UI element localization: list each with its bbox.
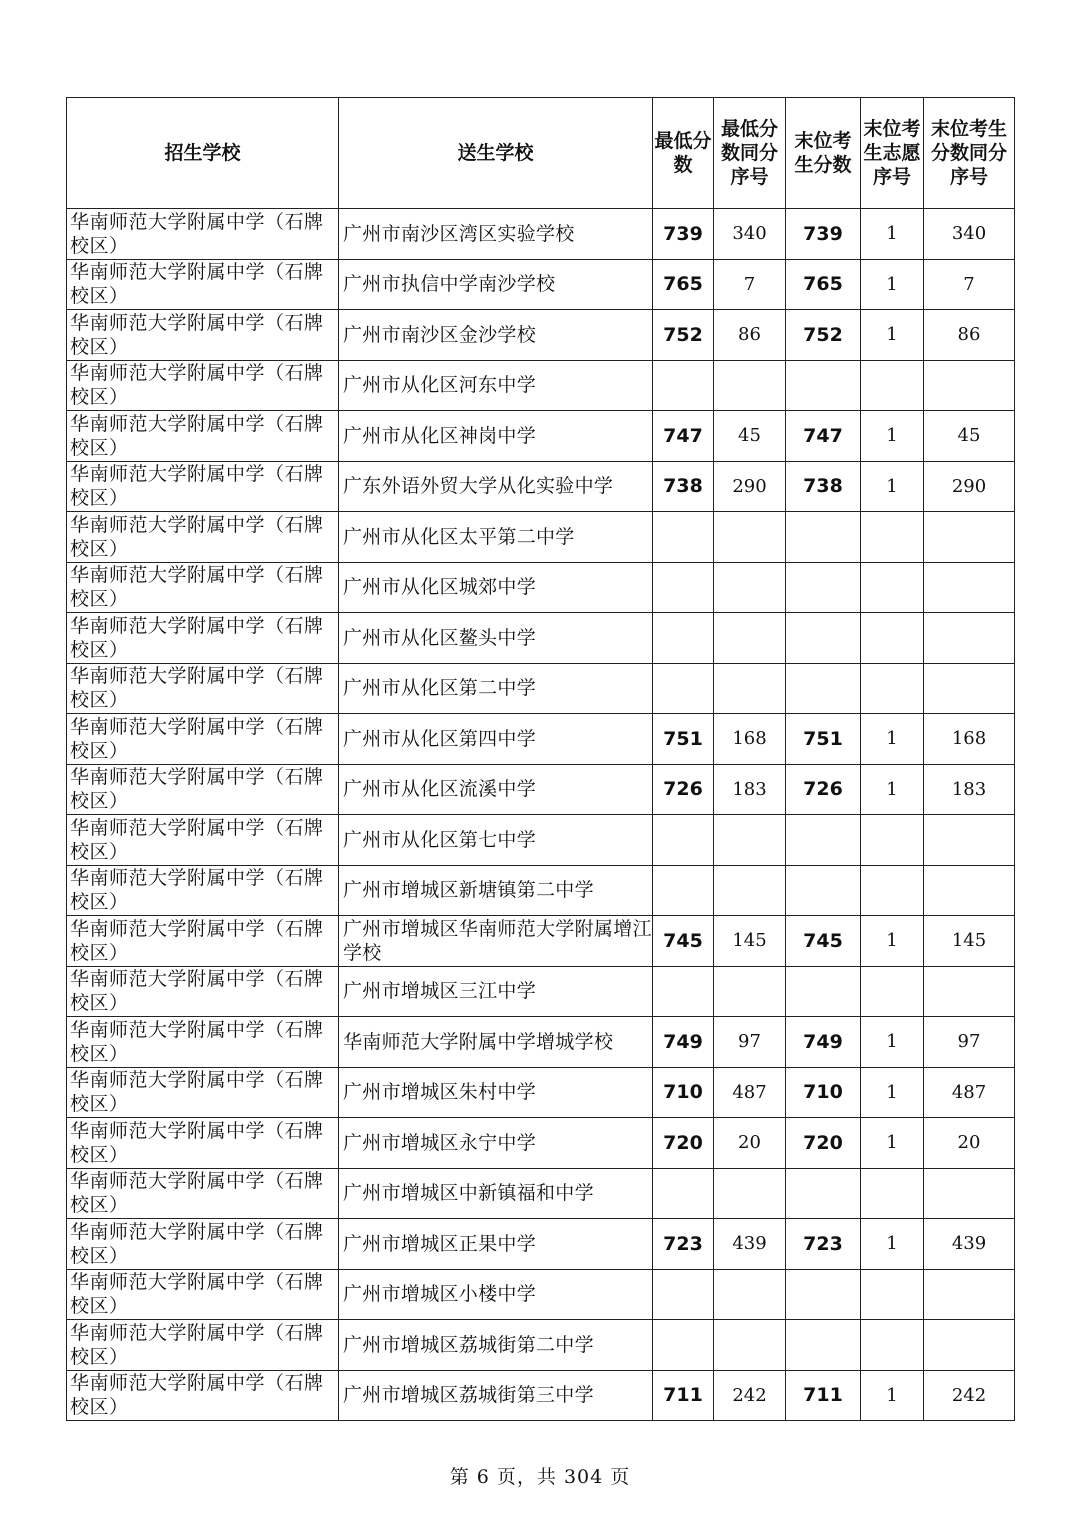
header-last-score: 末位考生分数 [786, 98, 861, 209]
table-row [67, 209, 1015, 260]
last-wish-cell: 1 [861, 310, 924, 361]
admit-school-cell [67, 1168, 339, 1219]
min-score-cell [653, 1320, 714, 1371]
admit-school-line: 校区） [70, 1194, 129, 1217]
min-score-cell [653, 1269, 714, 1320]
admit-school-cell [67, 966, 339, 1017]
send-school-cell: 广州市南沙区金沙学校 [339, 310, 653, 361]
last-score-rank-cell: 183 [924, 764, 1015, 815]
admit-school-line: 华南师范大学附属中学（石牌 [70, 715, 324, 738]
last-wish-cell: 1 [861, 461, 924, 512]
admit-school-cell [67, 411, 339, 462]
admit-school-line: 华南师范大学附属中学（石牌 [70, 1220, 324, 1243]
send-school-cell: 广州市从化区流溪中学 [339, 764, 653, 815]
admit-school-line: 校区） [70, 1143, 129, 1166]
admit-school-cell [67, 1017, 339, 1068]
admit-school-line: 华南师范大学附属中学（石牌 [70, 1271, 324, 1294]
min-score-cell [653, 966, 714, 1017]
table-row [67, 461, 1015, 512]
table-row [67, 411, 1015, 462]
admit-school-cell [67, 461, 339, 512]
admit-school-cell [67, 916, 339, 967]
admit-school-cell [67, 259, 339, 310]
admit-school-line: 校区） [70, 386, 129, 409]
last-score-cell: 751 [786, 714, 861, 765]
admit-school-cell [67, 1370, 339, 1421]
min-score-rank-cell [714, 865, 786, 916]
table-row [67, 360, 1015, 411]
min-score-rank-cell [714, 613, 786, 664]
admit-school-cell [67, 1320, 339, 1371]
last-wish-cell: 1 [861, 1118, 924, 1169]
min-score-rank-cell [714, 1320, 786, 1371]
min-score-rank-cell: 168 [714, 714, 786, 765]
table-row [67, 562, 1015, 613]
admit-school-line: 华南师范大学附属中学（石牌 [70, 968, 324, 991]
last-wish-cell: 1 [861, 259, 924, 310]
last-score-cell [786, 512, 861, 563]
admit-school-line: 校区） [70, 941, 129, 964]
last-score-cell [786, 1269, 861, 1320]
last-score-rank-cell: 439 [924, 1219, 1015, 1270]
admit-school-line: 校区） [70, 285, 129, 308]
table-row [67, 1118, 1015, 1169]
table-row [67, 815, 1015, 866]
send-school-cell: 广州市从化区第四中学 [339, 714, 653, 765]
admit-school-cell [67, 360, 339, 411]
last-score-cell [786, 1320, 861, 1371]
min-score-cell [653, 360, 714, 411]
last-score-cell [786, 613, 861, 664]
min-score-rank-cell: 20 [714, 1118, 786, 1169]
admit-school-cell [67, 764, 339, 815]
admit-school-line: 华南师范大学附属中学（石牌 [70, 917, 324, 940]
min-score-cell [653, 663, 714, 714]
last-score-rank-cell [924, 613, 1015, 664]
admit-school-cell [67, 562, 339, 613]
send-school-cell: 广州市从化区神岗中学 [339, 411, 653, 462]
header-row [67, 98, 1015, 209]
last-wish-cell: 1 [861, 411, 924, 462]
min-score-cell: 726 [653, 764, 714, 815]
admit-school-line: 华南师范大学附属中学（石牌 [70, 1018, 324, 1041]
admit-school-line: 华南师范大学附属中学（石牌 [70, 1170, 324, 1193]
send-school-cell: 广东外语外贸大学从化实验中学 [339, 461, 653, 512]
send-school-cell: 华南师范大学附属中学增城学校 [339, 1017, 653, 1068]
send-school-cell: 广州市从化区第七中学 [339, 815, 653, 866]
last-score-rank-cell: 45 [924, 411, 1015, 462]
min-score-rank-cell [714, 562, 786, 613]
header-last-wish: 末位考生志愿序号 [861, 98, 924, 209]
min-score-rank-cell: 145 [714, 916, 786, 967]
admit-school-line: 校区） [70, 234, 129, 257]
min-score-cell [653, 865, 714, 916]
last-score-rank-cell [924, 1168, 1015, 1219]
last-wish-cell [861, 865, 924, 916]
admit-school-line: 华南师范大学附属中学（石牌 [70, 816, 324, 839]
last-score-rank-cell: 86 [924, 310, 1015, 361]
send-school-cell: 广州市增城区新塘镇第二中学 [339, 865, 653, 916]
last-score-rank-cell: 487 [924, 1067, 1015, 1118]
min-score-cell: 751 [653, 714, 714, 765]
admit-school-line: 华南师范大学附属中学（石牌 [70, 412, 324, 435]
last-score-rank-cell: 20 [924, 1118, 1015, 1169]
admit-school-line: 华南师范大学附属中学（石牌 [70, 261, 324, 284]
min-score-cell [653, 815, 714, 866]
last-score-rank-cell [924, 966, 1015, 1017]
min-score-rank-cell: 183 [714, 764, 786, 815]
last-wish-cell: 1 [861, 1370, 924, 1421]
last-score-rank-cell [924, 512, 1015, 563]
last-score-rank-cell [924, 360, 1015, 411]
min-score-rank-cell [714, 1269, 786, 1320]
last-score-cell: 749 [786, 1017, 861, 1068]
admit-school-line: 华南师范大学附属中学（石牌 [70, 1372, 324, 1395]
admit-school-line: 校区） [70, 790, 129, 813]
admit-school-cell [67, 1219, 339, 1270]
admit-school-cell [67, 1269, 339, 1320]
min-score-cell: 745 [653, 916, 714, 967]
admit-school-cell [67, 1067, 339, 1118]
admit-school-line: 华南师范大学附属中学（石牌 [70, 1119, 324, 1142]
table-row [67, 1320, 1015, 1371]
min-score-cell: 720 [653, 1118, 714, 1169]
admit-school-line: 校区） [70, 1093, 129, 1116]
admit-school-line: 校区） [70, 1295, 129, 1318]
min-score-rank-cell: 439 [714, 1219, 786, 1270]
admit-school-line: 华南师范大学附属中学（石牌 [70, 1069, 324, 1092]
admit-school-cell [67, 714, 339, 765]
admit-school-line: 校区） [70, 1396, 129, 1419]
last-score-rank-cell: 168 [924, 714, 1015, 765]
admit-school-cell [67, 209, 339, 260]
min-score-cell: 749 [653, 1017, 714, 1068]
header-admit-school: 招生学校 [67, 98, 339, 209]
last-score-cell: 739 [786, 209, 861, 260]
last-score-rank-cell [924, 1320, 1015, 1371]
admit-school-line: 校区） [70, 840, 129, 863]
admit-school-line: 校区） [70, 689, 129, 712]
send-school-cell: 广州市从化区鳌头中学 [339, 613, 653, 664]
admit-school-cell [67, 613, 339, 664]
send-school-cell: 广州市从化区河东中学 [339, 360, 653, 411]
admit-school-line: 校区） [70, 1345, 129, 1368]
min-score-cell: 752 [653, 310, 714, 361]
send-school-cell: 广州市从化区太平第二中学 [339, 512, 653, 563]
min-score-cell: 711 [653, 1370, 714, 1421]
last-score-cell: 720 [786, 1118, 861, 1169]
min-score-cell: 747 [653, 411, 714, 462]
last-wish-cell [861, 512, 924, 563]
admit-school-cell [67, 512, 339, 563]
min-score-rank-cell [714, 815, 786, 866]
last-wish-cell: 1 [861, 714, 924, 765]
admit-school-line: 华南师范大学附属中学（石牌 [70, 210, 324, 233]
admit-school-line: 华南师范大学附属中学（石牌 [70, 513, 324, 536]
admit-school-line: 校区） [70, 487, 129, 510]
send-school-cell: 广州市从化区城郊中学 [339, 562, 653, 613]
last-score-cell: 711 [786, 1370, 861, 1421]
last-score-cell: 726 [786, 764, 861, 815]
admit-school-cell [67, 1118, 339, 1169]
send-school-cell: 广州市增城区正果中学 [339, 1219, 653, 1270]
min-score-cell: 765 [653, 259, 714, 310]
min-score-rank-cell: 97 [714, 1017, 786, 1068]
last-wish-cell [861, 1168, 924, 1219]
last-score-cell [786, 966, 861, 1017]
send-school-cell: 广州市增城区中新镇福和中学 [339, 1168, 653, 1219]
admit-school-cell [67, 310, 339, 361]
min-score-rank-cell [714, 512, 786, 563]
last-score-cell: 752 [786, 310, 861, 361]
send-school-cell: 广州市执信中学南沙学校 [339, 259, 653, 310]
last-wish-cell [861, 1320, 924, 1371]
last-score-rank-cell [924, 562, 1015, 613]
header-send-school: 送生学校 [339, 98, 653, 209]
table-row [67, 1269, 1015, 1320]
last-wish-cell: 1 [861, 1219, 924, 1270]
last-score-rank-cell: 340 [924, 209, 1015, 260]
min-score-rank-cell [714, 966, 786, 1017]
last-wish-cell [861, 815, 924, 866]
last-score-rank-cell: 290 [924, 461, 1015, 512]
last-score-cell [786, 865, 861, 916]
admit-school-cell [67, 663, 339, 714]
last-score-cell: 747 [786, 411, 861, 462]
min-score-cell [653, 613, 714, 664]
last-score-cell [786, 663, 861, 714]
admit-school-line: 华南师范大学附属中学（石牌 [70, 867, 324, 890]
min-score-cell [653, 562, 714, 613]
admit-school-line: 校区） [70, 739, 129, 762]
admit-school-line: 华南师范大学附属中学（石牌 [70, 766, 324, 789]
admit-school-line: 华南师范大学附属中学（石牌 [70, 614, 324, 637]
last-score-rank-cell: 7 [924, 259, 1015, 310]
table-row [67, 663, 1015, 714]
last-score-rank-cell [924, 865, 1015, 916]
header-min-score-rank: 最低分数同分序号 [714, 98, 786, 209]
admission-table-container [66, 97, 1014, 1421]
min-score-rank-cell [714, 663, 786, 714]
last-score-cell: 738 [786, 461, 861, 512]
admission-table [66, 97, 1015, 1421]
send-school-cell: 广州市增城区朱村中学 [339, 1067, 653, 1118]
last-score-rank-cell: 145 [924, 916, 1015, 967]
table-row [67, 512, 1015, 563]
table-row [67, 916, 1015, 967]
min-score-rank-cell [714, 360, 786, 411]
header-min-score: 最低分数 [653, 98, 714, 209]
admit-school-line: 校区） [70, 638, 129, 661]
admit-school-line: 校区） [70, 1042, 129, 1065]
min-score-cell: 710 [653, 1067, 714, 1118]
last-score-cell [786, 1168, 861, 1219]
min-score-rank-cell: 7 [714, 259, 786, 310]
table-row [67, 1017, 1015, 1068]
last-score-cell: 765 [786, 259, 861, 310]
min-score-cell: 738 [653, 461, 714, 512]
last-wish-cell [861, 663, 924, 714]
min-score-cell: 739 [653, 209, 714, 260]
last-score-cell: 723 [786, 1219, 861, 1270]
table-row [67, 714, 1015, 765]
last-score-rank-cell [924, 815, 1015, 866]
admit-school-line: 校区） [70, 1244, 129, 1267]
send-school-cell: 广州市增城区荔城街第二中学 [339, 1320, 653, 1371]
admit-school-line: 校区） [70, 537, 129, 560]
admit-school-line: 华南师范大学附属中学（石牌 [70, 564, 324, 587]
table-row [67, 613, 1015, 664]
admit-school-line: 华南师范大学附属中学（石牌 [70, 463, 324, 486]
last-wish-cell [861, 360, 924, 411]
last-score-cell: 710 [786, 1067, 861, 1118]
admit-school-line: 校区） [70, 992, 129, 1015]
last-score-rank-cell [924, 663, 1015, 714]
admit-school-line: 校区） [70, 588, 129, 611]
min-score-cell [653, 1168, 714, 1219]
last-wish-cell: 1 [861, 764, 924, 815]
min-score-rank-cell: 290 [714, 461, 786, 512]
last-score-cell [786, 360, 861, 411]
page-footer: 第 6 页，共 304 页 [449, 1466, 631, 1488]
last-wish-cell: 1 [861, 209, 924, 260]
last-wish-cell [861, 613, 924, 664]
min-score-rank-cell [714, 1168, 786, 1219]
last-wish-cell: 1 [861, 1017, 924, 1068]
table-row [67, 865, 1015, 916]
table-row [67, 259, 1015, 310]
last-score-cell [786, 815, 861, 866]
last-score-cell [786, 562, 861, 613]
table-row [67, 764, 1015, 815]
send-school-cell: 广州市增城区永宁中学 [339, 1118, 653, 1169]
last-score-cell: 745 [786, 916, 861, 967]
last-wish-cell [861, 1269, 924, 1320]
header-last-score-rank: 末位考生分数同分序号 [924, 98, 1015, 209]
table-row [67, 310, 1015, 361]
last-wish-cell: 1 [861, 1067, 924, 1118]
send-school-cell: 广州市增城区华南师范大学附属增江学校 [339, 916, 653, 967]
admit-school-line: 华南师范大学附属中学（石牌 [70, 362, 324, 385]
admit-school-line: 华南师范大学附属中学（石牌 [70, 1321, 324, 1344]
send-school-cell: 广州市增城区三江中学 [339, 966, 653, 1017]
admit-school-cell [67, 815, 339, 866]
min-score-cell [653, 512, 714, 563]
table-row [67, 1168, 1015, 1219]
send-school-cell: 广州市从化区第二中学 [339, 663, 653, 714]
send-school-cell: 广州市增城区小楼中学 [339, 1269, 653, 1320]
admit-school-line: 华南师范大学附属中学（石牌 [70, 311, 324, 334]
admit-school-cell [67, 865, 339, 916]
min-score-rank-cell: 86 [714, 310, 786, 361]
table-row [67, 1067, 1015, 1118]
min-score-cell: 723 [653, 1219, 714, 1270]
last-wish-cell [861, 966, 924, 1017]
table-row [67, 966, 1015, 1017]
min-score-rank-cell: 45 [714, 411, 786, 462]
last-score-rank-cell [924, 1269, 1015, 1320]
min-score-rank-cell: 242 [714, 1370, 786, 1421]
min-score-rank-cell: 340 [714, 209, 786, 260]
send-school-cell: 广州市南沙区湾区实验学校 [339, 209, 653, 260]
admit-school-line: 华南师范大学附属中学（石牌 [70, 665, 324, 688]
last-score-rank-cell: 97 [924, 1017, 1015, 1068]
table-row [67, 1370, 1015, 1421]
last-wish-cell [861, 562, 924, 613]
admit-school-line: 校区） [70, 436, 129, 459]
last-score-rank-cell: 242 [924, 1370, 1015, 1421]
table-row [67, 1219, 1015, 1270]
min-score-rank-cell: 487 [714, 1067, 786, 1118]
send-school-cell: 广州市增城区荔城街第三中学 [339, 1370, 653, 1421]
admit-school-line: 校区） [70, 891, 129, 914]
last-wish-cell: 1 [861, 916, 924, 967]
admit-school-line: 校区） [70, 335, 129, 358]
